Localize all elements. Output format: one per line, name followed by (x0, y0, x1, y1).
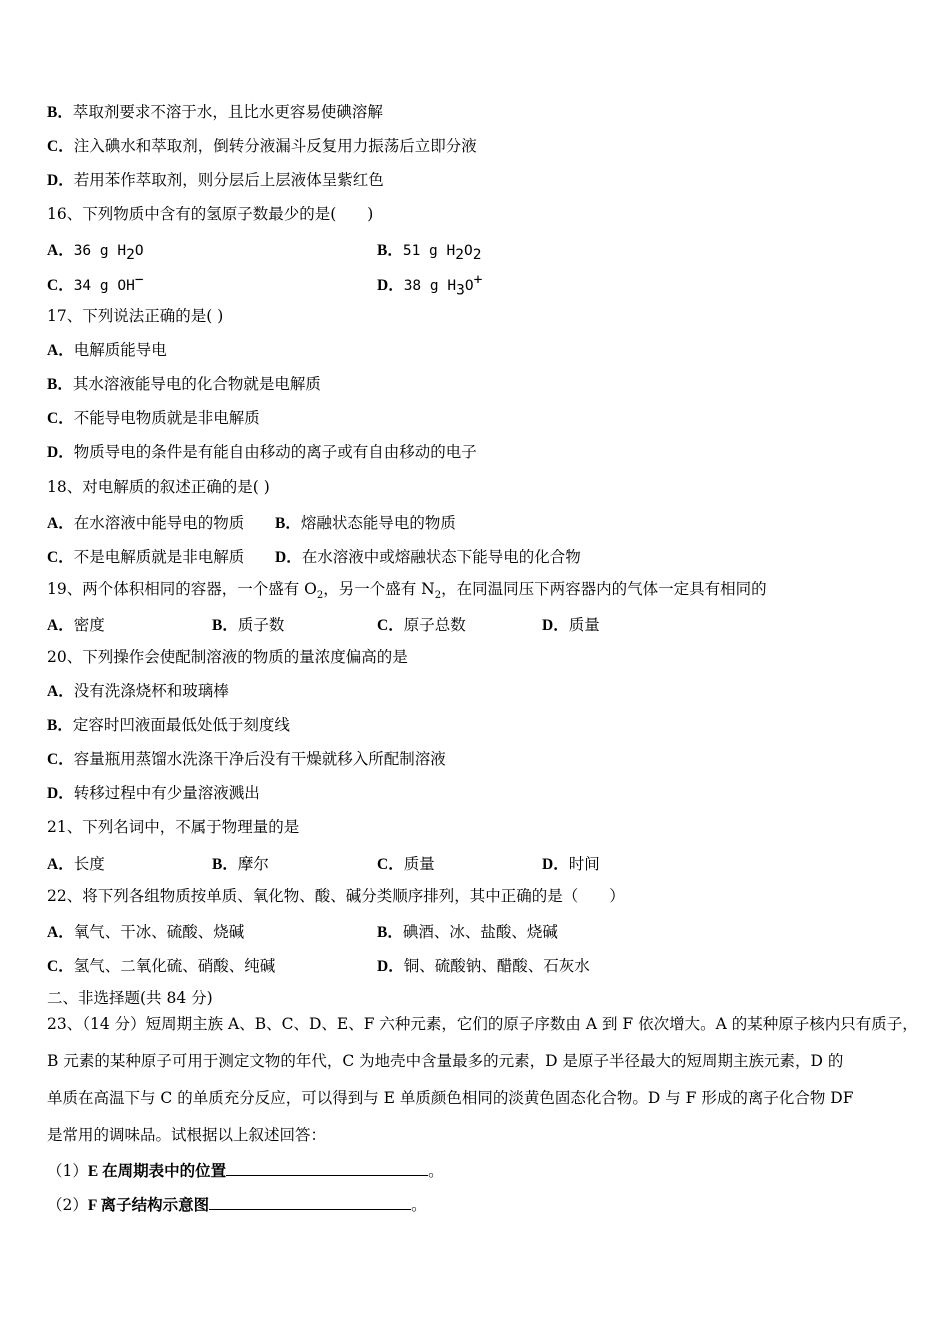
option-letter: C． (47, 410, 74, 427)
sub-end: 。 (428, 1162, 444, 1180)
option-letter: C． (47, 549, 74, 566)
q16-stem: 16、下列物质中含有的氢原子数最少的是( ) (47, 205, 374, 223)
option-text: 质子数 (237, 616, 285, 634)
option-letter: C． (377, 617, 404, 634)
q23-line-2: B 元素的某种原子可用于测定文物的年代，C 为地壳中含量最多的元素，D 是原子半径最大的短周期主族元素，D 的 (47, 1052, 844, 1070)
subscript: 2 (434, 590, 442, 602)
option-letter: D． (47, 785, 74, 802)
option-text: 原子总数 (403, 616, 466, 634)
option-text: 质量 (403, 855, 435, 873)
option-text: 摩尔 (237, 855, 269, 873)
option-text: 碘酒、冰、盐酸、烧碱 (402, 923, 558, 941)
q17-option-c (47, 408, 260, 429)
option-text: 注入碘水和萃取剂，倒转分液漏斗反复用力振荡后立即分液 (73, 137, 477, 155)
q17-stem: 17、下列说法正确的是( ) (47, 307, 224, 325)
q19-option-a (47, 613, 105, 635)
option-text: 电解质能导电 (73, 341, 167, 359)
option-letter: D． (377, 958, 404, 975)
q19-stem (47, 579, 767, 606)
superscript: + (473, 272, 483, 288)
answer-blank[interactable] (209, 1193, 411, 1210)
q22-option-c (47, 954, 275, 976)
option-text: 萃取剂要求不溶于水，且比水更容易使碘溶解 (72, 103, 383, 121)
stem-part: 19、两个体积相同的容器，一个盛有 O (47, 580, 317, 598)
option-letter: D． (542, 617, 569, 634)
option-letter: A． (47, 515, 74, 532)
q16-option-a (47, 238, 144, 263)
option-letter: B． (377, 924, 403, 941)
option-text: 质量 (568, 616, 600, 634)
option-text: 若用苯作萃取剂，则分层后上层液体呈紫红色 (73, 171, 384, 189)
option-text: 没有洗涤烧杯和玻璃棒 (73, 682, 229, 700)
option-letter: A． (47, 617, 74, 634)
subscript: 2 (455, 247, 464, 264)
option-letter: D． (542, 856, 569, 873)
q17-option-a (47, 340, 167, 361)
q16-option-d (377, 272, 482, 298)
q20-option-d (47, 783, 260, 804)
option-text: 不是电解质就是非电解质 (73, 548, 245, 566)
option-text-tail: O (464, 278, 474, 295)
q19-option-d (542, 613, 600, 635)
option-letter: B． (47, 104, 73, 121)
option-text: 氧气、干冰、硫酸、烧碱 (73, 923, 245, 941)
q22-option-b (377, 920, 558, 942)
q17-option-d (47, 442, 477, 463)
superscript: − (134, 272, 144, 288)
option-letter: B． (212, 617, 238, 634)
option-letter: D． (377, 277, 404, 295)
q15-option-d (47, 170, 384, 191)
sub-number: （1） (47, 1162, 88, 1180)
option-text: 长度 (73, 855, 105, 873)
option-text: 38 g H (403, 278, 457, 295)
q18-option-a (47, 511, 244, 533)
subscript: 2 (316, 590, 324, 602)
q23-line-3: 单质在高温下与 C 的单质充分反应，可以得到与 E 单质颜色相同的淡黄色固态化合物。D 与 F 形成的离子化合物 DF (47, 1089, 854, 1107)
option-letter: C． (47, 277, 74, 295)
option-letter: C． (47, 138, 74, 155)
q22-stem: 22、将下列各组物质按单质、氧化物、酸、碱分类顺序排列，其中正确的是（ ） (47, 887, 625, 905)
option-text: 51 g H (402, 243, 456, 259)
q16-option-b (377, 238, 481, 263)
option-letter: C． (377, 856, 404, 873)
sub-number: （2） (47, 1196, 88, 1214)
option-text: 36 g H (73, 243, 127, 259)
q18-stem: 18、对电解质的叙述正确的是( ) (47, 478, 270, 496)
option-text: 熔融状态能导电的物质 (300, 514, 456, 532)
option-text: 物质导电的条件是有能自由移动的离子或有自由移动的电子 (73, 443, 477, 461)
option-letter: A． (47, 683, 74, 700)
q23-sub-2 (47, 1193, 427, 1216)
option-letter: B． (47, 717, 73, 734)
option-text: 时间 (568, 855, 600, 873)
option-text: 在水溶液中能导电的物质 (73, 514, 245, 532)
q21-stem: 21、下列名词中，不属于物理量的是 (47, 818, 300, 836)
answer-blank[interactable] (226, 1159, 428, 1176)
q15-option-c (47, 136, 477, 157)
option-text: 在水溶液中或熔融状态下能导电的化合物 (301, 548, 581, 566)
stem-part: ，另一个盛有 N (323, 580, 435, 598)
q19-option-c (377, 613, 466, 635)
q15-option-b (47, 102, 383, 123)
option-text: 34 g OH (73, 278, 135, 295)
q18-option-d (275, 545, 581, 567)
q20-option-a (47, 681, 229, 702)
q21-option-b (212, 852, 269, 874)
q16-option-c (47, 272, 144, 295)
option-letter: D． (47, 172, 74, 189)
q20-option-b (47, 715, 290, 736)
option-letter: B． (47, 376, 73, 393)
q23-line-4: 是常用的调味品。试根据以上叙述回答： (47, 1126, 327, 1144)
option-letter: C． (47, 958, 74, 975)
q18-option-c (47, 545, 244, 567)
sub-text: F 离子结构示意图 (87, 1197, 210, 1214)
q23-sub-1 (47, 1159, 444, 1182)
option-letter: B． (275, 515, 301, 532)
option-text: 密度 (73, 616, 105, 634)
option-letter: A． (47, 342, 74, 359)
option-letter: D． (275, 549, 302, 566)
q23-line-1: 23、（14 分）短周期主族 A、B、C、D、E、F 六种元素，它们的原子序数由 A 到 F 依次增大。A 的某种原子核内只有质子， (47, 1015, 918, 1033)
subscript: 2 (126, 247, 135, 264)
option-text: 容量瓶用蒸馏水洗涤干净后没有干燥就移入所配制溶液 (73, 750, 446, 768)
subscript: 2 (472, 247, 482, 264)
q19-option-b (212, 613, 284, 635)
q22-option-a (47, 920, 244, 942)
q17-option-b (47, 374, 321, 395)
option-letter: B． (377, 242, 403, 259)
option-letter: C． (47, 751, 74, 768)
option-text: 铜、硫酸钠、醋酸、石灰水 (403, 957, 590, 975)
q21-option-a (47, 852, 105, 874)
option-text: 定容时凹液面最低处低于刻度线 (72, 716, 290, 734)
option-text: 转移过程中有少量溶液溅出 (73, 784, 260, 802)
section-title: 二、非选择题(共 84 分) (47, 989, 213, 1007)
q22-option-d (377, 954, 590, 976)
q18-option-b (275, 511, 456, 533)
option-text-tail: O (134, 243, 144, 259)
option-letter: B． (212, 856, 238, 873)
option-text: 氢气、二氧化硫、硝酸、纯碱 (73, 957, 276, 975)
q20-option-c (47, 749, 446, 770)
option-letter: A． (47, 856, 74, 873)
q21-option-c (377, 852, 435, 874)
q20-stem: 20、下列操作会使配制溶液的物质的量浓度偏高的是 (47, 648, 408, 666)
option-letter: D． (47, 444, 74, 461)
sub-text: E 在周期表中的位置 (87, 1163, 227, 1180)
option-text-mid: O (463, 243, 473, 259)
option-letter: A． (47, 924, 74, 941)
sub-end: 。 (411, 1196, 427, 1214)
option-text: 其水溶液能导电的化合物就是电解质 (72, 375, 321, 393)
option-letter: A． (47, 242, 74, 259)
option-text: 不能导电物质就是非电解质 (73, 409, 260, 427)
subscript: 3 (456, 282, 465, 299)
q21-option-d (542, 852, 600, 874)
stem-part: ，在同温同压下两容器内的气体一定具有相同的 (441, 580, 767, 598)
